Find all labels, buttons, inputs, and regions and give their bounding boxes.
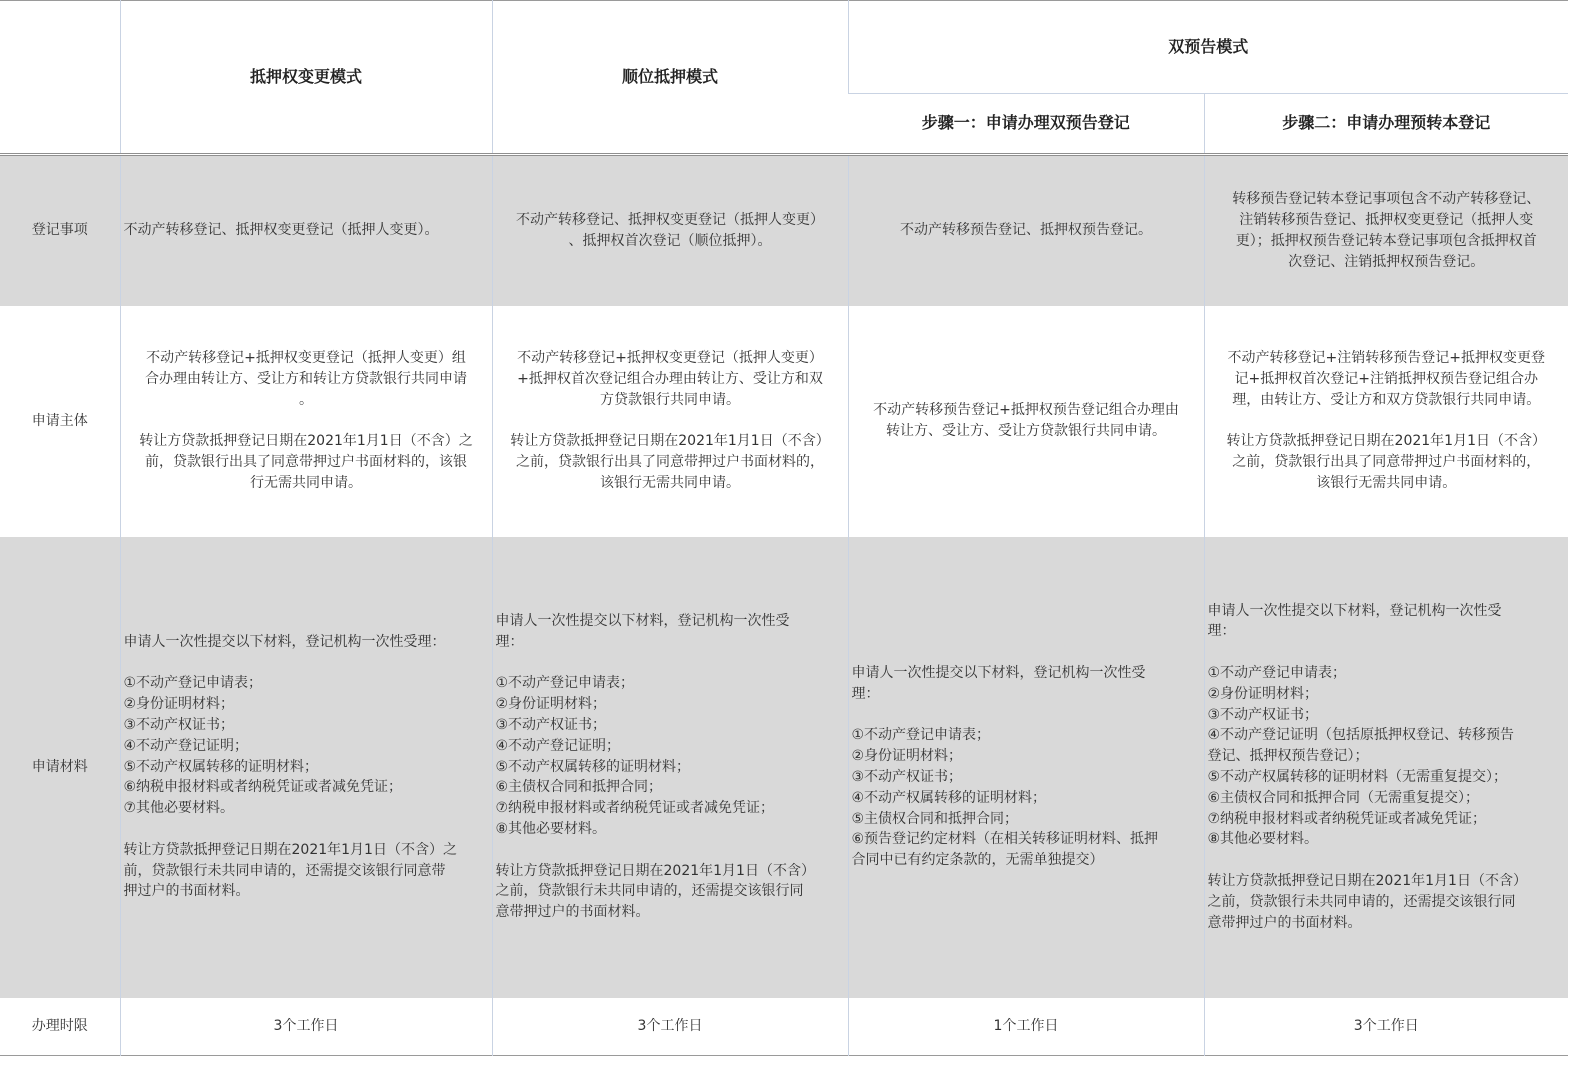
header-corner	[0, 1, 120, 155]
row-registration-items	[0, 155, 1568, 306]
cell-step-one: 申请人一次性提交以下材料，登记机构一次性受 理： ①不动产登记申请表； ②身份证明材料； ③不动产权证书； ④不动产权属转移的证明材料； ⑤主债权合同和抵押合同； ⑥预告登记约定材料（在相关转移证明材料、抵押 合同中已有约定条款的，无需单独提交）	[851, 665, 1159, 869]
cell-step-one: 不动产转移预告登记+抵押权预告登记组合办理由 转让方、受让方、受让方贷款银行共同申请。	[873, 402, 1179, 439]
cell-step-two: 申请人一次性提交以下材料，登记机构一次性受 理： ①不动产登记申请表； ②身份证明材料； ③不动产权证书； ④不动产登记证明（包括原抵押权登记、转移预告 登记、抵押权预告登记）； ⑤不动产权属转移的证明材料（无需重复提交）； ⑥主债权合同和抵押合同（无需重复提交）； ⑦纳税申报材料或者纳税凭证或者减免凭证； ⑧其他必要材料。 转让方贷款抵押登记日期在2021年1月1日（不含） 之前，贷款银行未共同申请的，还需提交该银行同 意带押过户的书面材料。	[1207, 602, 1527, 931]
cell-sequential-mortgage: 申请人一次性提交以下材料，登记机构一次性受 理： ①不动产登记申请表； ②身份证明材料； ③不动产权证书； ④不动产登记证明； ⑤不动产权属转移的证明材料； ⑥主债权合同和抵押合同； ⑦纳税申报材料或者纳税凭证或者减免凭证； ⑧其他必要材料。 转让方贷款抵押登记日期在2021年1月1日（不含） 之前，贷款银行未共同申请的，还需提交该银行同 意带押过户的书面材料。	[495, 613, 815, 921]
row-label: 申请材料	[0, 537, 120, 998]
header-double-notice-mode: 双预告模式	[848, 1, 1568, 94]
header-mortgage-change-mode: 抵押权变更模式	[120, 1, 492, 155]
cell-sequential-mortgage: 不动产转移登记+抵押权变更登记（抵押人变更） +抵押权首次登记组合办理由转让方、受让方和双 方贷款银行共同申请。 转让方贷款抵押登记日期在2021年1月1日（不含） 之前，贷款银行出具了同意带押过户书面材料的， 该银行无需共同申请。	[510, 350, 830, 491]
cell-mortgage-change: 不动产转移登记+抵押权变更登记（抵押人变更）组 合办理由转让方、受让方和转让方贷款银行共同申请 。 转让方贷款抵押登记日期在2021年1月1日（不含）之 前，贷款银行出具了同意带押过户书面材料的，该银 行无需共同申请。	[139, 350, 473, 491]
header-sequential-mortgage-mode: 顺位抵押模式	[492, 1, 848, 155]
row-label: 办理时限	[0, 998, 120, 1056]
cell-mortgage-change: 申请人一次性提交以下材料，登记机构一次性受理： ①不动产登记申请表； ②身份证明材料； ③不动产权证书； ④不动产登记证明； ⑤不动产权属转移的证明材料； ⑥纳税申报材料或者纳税凭证或者减免凭证； ⑦其他必要材料。 转让方贷款抵押登记日期在2021年1月1日（不含）之 前，贷款银行未共同申请的，还需提交该银行同意带 押过户的书面材料。	[123, 633, 457, 900]
row-materials	[0, 537, 1568, 998]
cell-mortgage-change: 3个工作日	[120, 998, 492, 1056]
cell-step-two: 3个工作日	[1204, 998, 1568, 1056]
header-step-one: 步骤一：申请办理双预告登记	[848, 94, 1204, 155]
cell-step-one: 1个工作日	[848, 998, 1204, 1056]
row-label: 申请主体	[0, 306, 120, 537]
cell-mortgage-change: 不动产转移登记、抵押权变更登记（抵押人变更）。	[123, 222, 439, 239]
row-processing-time	[0, 998, 1568, 1056]
cell-sequential-mortgage: 不动产转移登记、抵押权变更登记（抵押人变更） 、抵押权首次登记（顺位抵押）。	[516, 211, 824, 249]
cell-step-two: 不动产转移登记+注销转移预告登记+抵押权变更登 记+抵押权首次登记+注销抵押权预告登记组合办 理，由转让方、受让方和双方贷款银行共同申请。 转让方贷款抵押登记日期在2021年1月1日（不含） 之前，贷款银行出具了同意带押过户书面材料的， 该银行无需共同申请。	[1226, 350, 1546, 491]
header-step-two: 步骤二：申请办理预转本登记	[1204, 94, 1568, 155]
row-label: 登记事项	[0, 155, 120, 306]
cell-step-two: 转移预告登记转本登记事项包含不动产转移登记、 注销转移预告登记、抵押权变更登记（抵押人变 更）；抵押权预告登记转本登记事项包含抵押权首 次登记、注销抵押权预告登记。	[1232, 191, 1541, 270]
cell-sequential-mortgage: 3个工作日	[492, 998, 848, 1056]
row-applicants	[0, 306, 1568, 537]
cell-step-one: 不动产转移预告登记、抵押权预告登记。	[900, 222, 1152, 239]
